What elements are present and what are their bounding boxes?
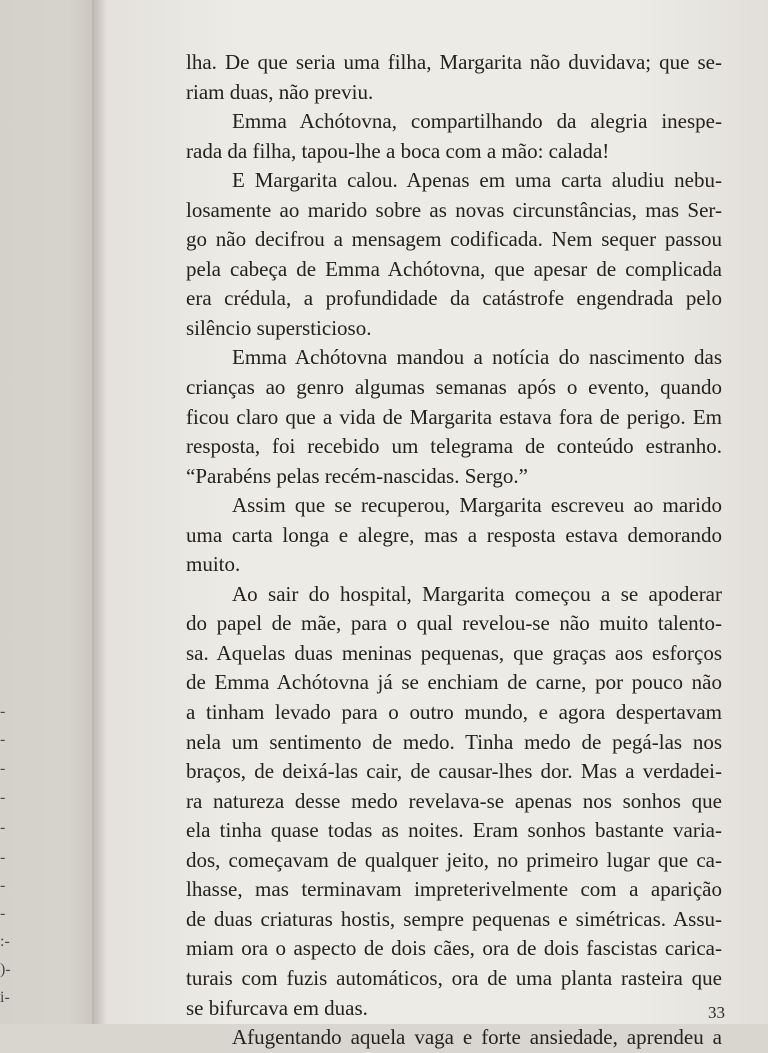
margin-fragment: - bbox=[0, 849, 6, 866]
margin-fragment: :- bbox=[0, 933, 10, 950]
text-line: lhasse, mas terminavam impreterivelmente com a aparição bbox=[186, 877, 722, 902]
text-line: braços, de deixá-las cair, de causar-lhes dor. Mas a verdadei- bbox=[186, 759, 722, 784]
text-line: crianças ao genro algumas semanas após o evento, quando bbox=[186, 375, 722, 400]
text-line: se bifurcava em duas. bbox=[186, 995, 368, 1020]
text-line: Assim que se recuperou, Margarita escreveu ao marido bbox=[232, 493, 722, 518]
text-line: “Parabéns pelas recém-nascidas. Sergo.” bbox=[186, 463, 528, 488]
text-line: resposta, foi recebido um telegrama de conteúdo estranho. bbox=[186, 434, 722, 459]
text-line: Afugentando aquela vaga e forte ansiedade, aprendeu a bbox=[232, 1025, 722, 1050]
text-line: do papel de mãe, para o qual revelou-se não muito talento- bbox=[186, 611, 722, 636]
text-line: de Emma Achótovna já se enchiam de carne, por pouco não bbox=[186, 670, 722, 695]
text-line: muito. bbox=[186, 552, 241, 577]
text-line: lha. De que seria uma filha, Margarita não duvidava; que se- bbox=[186, 50, 722, 74]
text-line: sa. Aquelas duas meninas pequenas, que graças aos esforços bbox=[186, 640, 722, 665]
text-line: ra natureza desse medo revelava-se apenas nos sonhos que bbox=[186, 788, 722, 813]
page-number: 33 bbox=[708, 1003, 725, 1022]
text-line: E Margarita calou. Apenas em uma carta aludiu nebu- bbox=[232, 168, 722, 193]
text-line: miam ora o aspecto de dois cães, ora de dois fascistas carica- bbox=[186, 936, 722, 961]
text-line: dos, começavam de qualquer jeito, no primeiro lugar que ca- bbox=[186, 847, 722, 872]
text-line: Emma Achótovna, compartilhando da alegria inespe- bbox=[232, 109, 722, 134]
text-line: go não decifrou a mensagem codificada. Nem sequer passou bbox=[186, 227, 722, 252]
text-line: pela cabeça de Emma Achótovna, que apesar de complicada bbox=[186, 256, 722, 281]
margin-fragment: )- bbox=[0, 961, 11, 978]
text-line: de duas criaturas hostis, sempre pequenas e simétricas. Assu- bbox=[186, 906, 722, 931]
body-text bbox=[186, 48, 722, 1053]
text-line: rada da filha, tapou-lhe a boca com a mão: calada! bbox=[186, 138, 610, 163]
text-line: uma carta longa e alegre, mas a resposta estava demorando bbox=[186, 522, 722, 547]
margin-fragment: - bbox=[0, 877, 6, 894]
text-line: nela um sentimento de medo. Tinha medo de pegá-las nos bbox=[186, 729, 722, 754]
margin-fragment: - bbox=[0, 819, 6, 836]
text-line: ficou claro que a vida de Margarita estava fora de perigo. Em bbox=[186, 404, 722, 429]
text-line: Emma Achótovna mandou a notícia do nascimento das bbox=[232, 345, 722, 370]
text-line: turais com fuzis automáticos, ora de uma planta rasteira que bbox=[186, 965, 722, 990]
text-line: silêncio supersticioso. bbox=[186, 315, 372, 340]
text-line: riam duas, não previu. bbox=[186, 79, 374, 104]
margin-fragment: - bbox=[0, 789, 6, 806]
margin-fragment: - bbox=[0, 703, 6, 720]
text-line: Ao sair do hospital, Margarita começou a se apoderar bbox=[232, 581, 722, 606]
text-line: losamente ao marido sobre as novas circunstâncias, mas Ser- bbox=[186, 197, 722, 222]
text-line: ela tinha quase todas as noites. Eram sonhos bastante varia- bbox=[186, 818, 722, 843]
margin-fragment: - bbox=[0, 760, 6, 777]
text-line: a tinham levado para o outro mundo, e agora despertavam bbox=[186, 700, 722, 725]
margin-fragment: - bbox=[0, 731, 6, 748]
margin-fragment: - bbox=[0, 905, 6, 922]
text-line: era crédula, a profundidade da catástrofe engendrada pelo bbox=[186, 286, 722, 311]
left-page bbox=[0, 0, 96, 1024]
margin-fragment: i- bbox=[0, 989, 10, 1006]
